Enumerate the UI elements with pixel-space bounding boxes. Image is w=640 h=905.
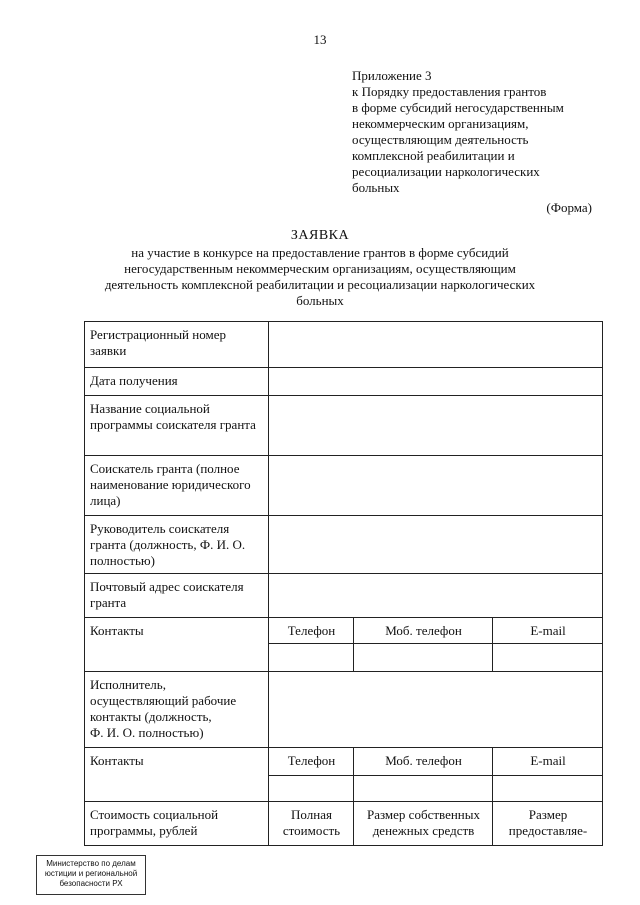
document-title: ЗАЯВКА xyxy=(290,228,350,243)
appendix-line: больных xyxy=(352,180,400,195)
table-row xyxy=(85,574,603,618)
date-received-field[interactable] xyxy=(269,368,603,396)
own-funds-header: Размер собственных денежных средств xyxy=(354,802,493,846)
phone-header: Телефон xyxy=(269,748,354,776)
stamp-line: Министерство по делам xyxy=(46,859,136,868)
appendix-line: осуществляющим деятельность xyxy=(352,132,529,147)
mobile-header: Моб. телефон xyxy=(354,618,493,644)
postal-address-label: Почтовый адрес соискателя гранта xyxy=(85,574,269,618)
appendix-line: комплексной реабилитации и xyxy=(352,148,515,163)
stamp-line: юстиции и региональной xyxy=(44,869,138,878)
phone-header: Телефон xyxy=(269,618,354,644)
mobile-field[interactable] xyxy=(354,776,493,802)
appendix-line: Приложение 3 xyxy=(352,68,432,83)
application-form-table xyxy=(84,321,603,846)
appendix-line: в форме субсидий негосударственным xyxy=(352,100,564,115)
phone-field[interactable] xyxy=(269,776,354,802)
table-row xyxy=(85,396,603,456)
executor-line: Исполнитель, xyxy=(90,677,166,692)
provided-header: Размер предоставляе- xyxy=(493,802,603,846)
table-row xyxy=(85,456,603,516)
mobile-header: Моб. телефон xyxy=(354,748,493,776)
subtitle-line: деятельность комплексной реабилитации и ресоциализации наркологических xyxy=(104,277,536,292)
contacts-label: Контакты xyxy=(85,748,269,802)
full-cost-header: Полная стоимость xyxy=(269,802,354,846)
executor-label xyxy=(85,672,269,748)
email-header: E-mail xyxy=(493,618,603,644)
reg-number-field[interactable] xyxy=(269,322,603,368)
table-row xyxy=(85,516,603,574)
postal-address-field[interactable] xyxy=(269,574,603,618)
table-row xyxy=(85,368,603,396)
form-label: (Форма) xyxy=(546,200,592,215)
date-received-label: Дата получения xyxy=(85,368,269,396)
program-name-field[interactable] xyxy=(269,396,603,456)
ministry-stamp xyxy=(36,855,146,895)
applicant-label: Соискатель гранта (полное наименование юридического лица) xyxy=(85,456,269,516)
table-row xyxy=(85,322,603,368)
head-label: Руководитель соискателя гранта (должность, Ф. И. О. полностью) xyxy=(85,516,269,574)
table-row xyxy=(85,672,603,748)
table-row xyxy=(85,748,603,776)
program-name-label: Название социальной программы соискателя гранта xyxy=(85,396,269,456)
executor-line: осуществляющий рабочие xyxy=(90,693,237,708)
executor-line: Ф. И. О. полностью) xyxy=(90,725,204,740)
email-header: E-mail xyxy=(493,748,603,776)
table-row xyxy=(85,618,603,644)
applicant-field[interactable] xyxy=(269,456,603,516)
subtitle-line: на участие в конкурсе на предоставление грантов в форме субсидий xyxy=(131,245,509,260)
executor-line: контакты (должность, xyxy=(90,709,212,724)
stamp-line: безопасности РХ xyxy=(59,879,123,888)
document-subtitle xyxy=(90,245,550,309)
appendix-header xyxy=(352,68,612,196)
cost-label: Стоимость социальной программы, рублей xyxy=(85,802,269,846)
subtitle-line: больных xyxy=(296,293,344,308)
appendix-line: ресоциализации наркологических xyxy=(352,164,540,179)
page-number: 13 xyxy=(313,32,327,47)
executor-field[interactable] xyxy=(269,672,603,748)
contacts-label: Контакты xyxy=(85,618,269,672)
appendix-line: некоммерческим организациям, xyxy=(352,116,529,131)
email-field[interactable] xyxy=(493,776,603,802)
reg-number-label: Регистрационный номер заявки xyxy=(85,322,269,368)
table-row xyxy=(85,802,603,846)
appendix-line: к Порядку предоставления грантов xyxy=(352,84,547,99)
subtitle-line: негосударственным некоммерческим организациям, осуществляющим xyxy=(124,261,516,276)
phone-field[interactable] xyxy=(269,644,354,672)
mobile-field[interactable] xyxy=(354,644,493,672)
email-field[interactable] xyxy=(493,644,603,672)
head-field[interactable] xyxy=(269,516,603,574)
